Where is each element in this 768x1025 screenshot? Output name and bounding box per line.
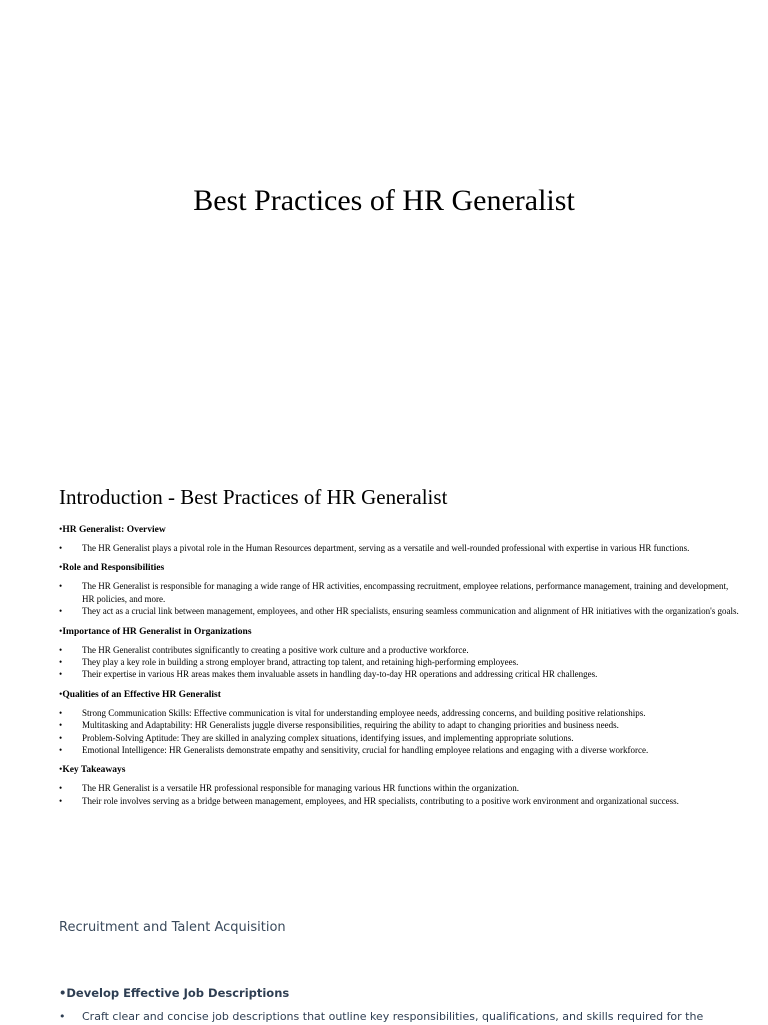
list-item: • The HR Generalist is a versatile HR professional responsible for managing various HR functions within the organization. xyxy=(59,782,739,794)
list-item: • Their expertise in various HR areas makes them invaluable assets in handling day-to-day HR operations and addressing critical HR challenges. xyxy=(59,668,739,680)
introduction-section xyxy=(59,484,739,815)
list-item: • Their role involves serving as a bridge between management, employees, and HR specialists, contributing to a positive work environment and organizational success. xyxy=(59,795,739,807)
recruitment-heading: Recruitment and Talent Acquisition xyxy=(59,920,286,935)
list-item: • The HR Generalist plays a pivotal role in the Human Resources department, serving as a versatile and well-rounded professional with expertise in various HR functions. xyxy=(59,542,739,554)
list-item: • Problem-Solving Aptitude: They are skilled in analyzing complex situations, identifying issues, and implementing appropriate solutions. xyxy=(59,732,739,744)
section-heading: Key Takeaways xyxy=(62,765,126,776)
list-item: • The HR Generalist is responsible for managing a wide range of HR activities, encompassing recruitment, employee relations, performance management, training and development, HR policies, and more. xyxy=(59,580,739,605)
section-overview: •HR Generalist: Overview • The HR Generalist plays a pivotal role in the Human Resources department, serving as a versatile and well-rounded professional with expertise in various HR functions. xyxy=(59,524,739,554)
section-role: •Role and Responsibilities • The HR Generalist is responsible for managing a wide range of HR activities, encompassing recruitment, employee relations, performance management, training and development, HR policies, and more. • They act as a crucial link between management, employees, and other HR specialists, ensuring seamless communication and alignment of HR initiatives with the organization's goals. xyxy=(59,562,739,617)
list-item: • Emotional Intelligence: HR Generalists demonstrate empathy and sensitivity, crucial for handling employee relations and engaging with a diverse workforce. xyxy=(59,744,739,756)
section-key-takeaways: •Key Takeaways • The HR Generalist is a versatile HR professional responsible for managing various HR functions within the organization. • Their role involves serving as a bridge between management, employees, and HR specialists, contributing to a positive work environment and organizational success. xyxy=(59,764,739,807)
list-item: • They act as a crucial link between management, employees, and other HR specialists, ensuring seamless communication and alignment of HR initiatives with the organization's goals. xyxy=(59,605,739,617)
section-heading: Qualities of an Effective HR Generalist xyxy=(62,689,221,700)
introduction-heading: Introduction - Best Practices of HR Generalist xyxy=(59,485,448,509)
list-item: • Strong Communication Skills: Effective communication is vital for understanding employee needs, addressing concerns, and building positive relationships. xyxy=(59,707,739,719)
section-heading: HR Generalist: Overview xyxy=(62,525,166,535)
section-importance: •Importance of HR Generalist in Organizations • The HR Generalist contributes significantly to creating a positive work culture and a productive workforce. • They play a key role in building a strong employer brand, attracting top talent, and retaining high-performing employees. • Their expertise in various HR areas makes them invaluable assets in handling day-to-day HR operations and addressing critical HR challenges. xyxy=(59,626,739,681)
section-qualities: •Qualities of an Effective HR Generalist • Strong Communication Skills: Effective communication is vital for understanding employee needs, addressing concerns, and building positive relationships. • Multitasking and Adaptability: HR Generalists juggle diverse responsibilities, requiring the ability to adapt to changing priorities and business needs. • Problem-Solving Aptitude: They are skilled in analyzing complex situations, identifying issues, and implementing appropriate solutions. • Emotional Intelligence: HR Generalists demonstrate empathy and sensitivity, crucial for handling employee relations and engaging with a diverse workforce. xyxy=(59,689,739,757)
list-item: • Craft clear and concise job descriptions that outline key responsibilities, qualifications, and skills required for the xyxy=(59,1009,749,1025)
list-item: • Multitasking and Adaptability: HR Generalists juggle diverse responsibilities, requiring the ability to adapt to changing priorities and business needs. xyxy=(59,719,739,731)
recruitment-subheading: Develop Effective Job Descriptions xyxy=(66,986,290,1000)
recruitment-section: Recruitment and Talent Acquisition •Develop Effective Job Descriptions • Craft clear and concise job descriptions that outline key responsibilities, qualifications, and skills required for the xyxy=(59,919,749,1025)
list-item: • The HR Generalist contributes significantly to creating a positive work culture and a productive workforce. xyxy=(59,644,739,656)
page-title: Best Practices of HR Generalist xyxy=(193,184,575,217)
section-heading: Role and Responsibilities xyxy=(62,563,165,574)
section-heading: Importance of HR Generalist in Organizations xyxy=(62,626,252,637)
list-item: • They play a key role in building a strong employer brand, attracting top talent, and retaining high-performing employees. xyxy=(59,656,739,668)
